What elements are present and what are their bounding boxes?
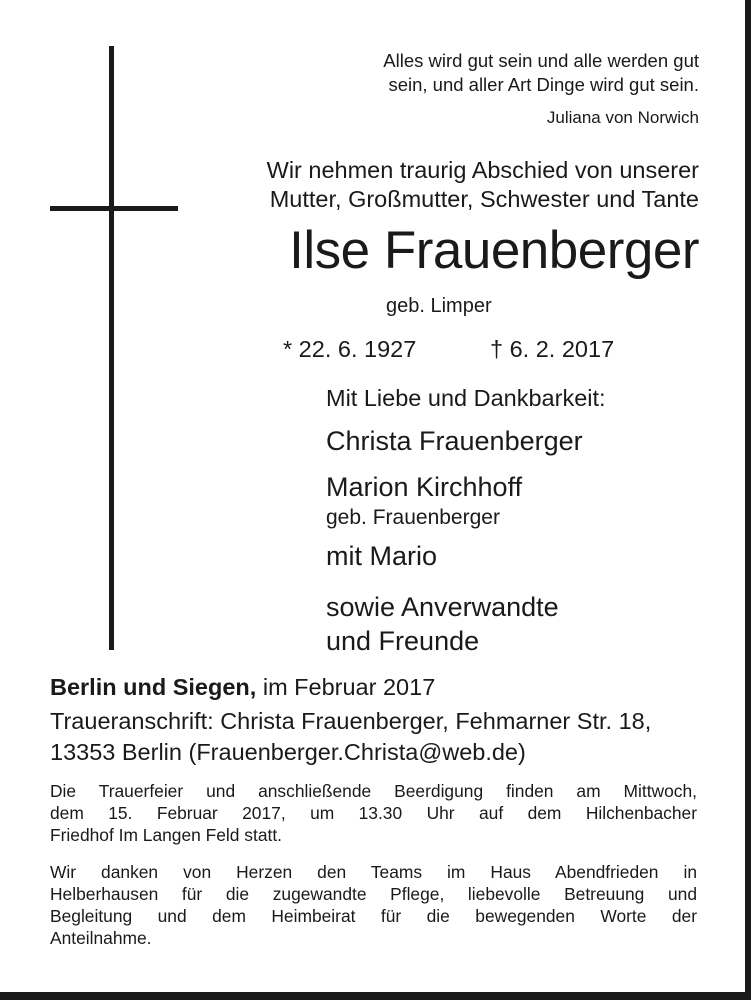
- funeral-line: Friedhof Im Langen Feld statt.: [50, 825, 282, 845]
- quote: [383, 49, 699, 97]
- thanks-paragraph: [50, 861, 697, 949]
- funeral-line: dem 15. Februar 2017, um 13.30 Uhr auf dem Hilchenbacher: [50, 803, 697, 823]
- quote-author: Juliana von Norwich: [546, 108, 699, 127]
- intro-text: [267, 156, 699, 214]
- mourners-heading: Mit Liebe und Dankbarkeit:: [326, 385, 606, 411]
- mourners-others-line: und Freunde: [326, 626, 480, 656]
- funeral-paragraph: [50, 780, 697, 846]
- maiden-name: geb. Limper: [386, 295, 492, 317]
- mourner-name: Christa Frauenberger: [326, 426, 583, 456]
- thanks-line: Begleitung und dem Heimbeirat für die bewegenden Worte der: [50, 906, 697, 926]
- mourner-with: mit Mario: [326, 541, 438, 571]
- thanks-line: Helberhausen für die zugewandte Pflege, liebevolle Betreuung und: [50, 884, 697, 904]
- intro-line: Mutter, Großmutter, Schwester und Tante: [269, 186, 699, 212]
- address-line: 13353 Berlin (Frauenberger.Christa@web.de): [50, 739, 526, 765]
- date: im Februar 2017: [262, 674, 436, 700]
- thanks-line: Anteilnahme.: [50, 928, 152, 948]
- mourners-others-line: sowie Anverwandte: [326, 592, 559, 622]
- thanks-line: Wir danken von Herzen den Teams im Haus Abendfrieden in: [50, 862, 697, 882]
- mourners-others: [326, 590, 559, 658]
- place: Berlin und Siegen,: [50, 674, 257, 700]
- intro-line: Wir nehmen traurig Abschied von unserer: [266, 157, 699, 183]
- mourning-address: [50, 706, 651, 768]
- cross-vertical-bar: [109, 46, 114, 650]
- death-date: † 6. 2. 2017: [490, 336, 615, 362]
- mourner-name: Marion Kirchhoff: [326, 472, 523, 502]
- birth-date: * 22. 6. 1927: [283, 336, 417, 362]
- mourner-note: geb. Frauenberger: [326, 506, 500, 529]
- cross-horizontal-bar: [50, 206, 178, 211]
- quote-line: Alles wird gut sein und alle werden gut: [383, 50, 699, 71]
- address-line: Traueranschrift: Christa Frauenberger, Fehmarner Str. 18,: [50, 708, 652, 734]
- place-date: [50, 676, 435, 700]
- deceased-name: Ilse Frauenberger: [289, 221, 699, 280]
- funeral-line: Die Trauerfeier und anschließende Beerdigung finden am Mittwoch,: [50, 781, 697, 801]
- quote-line: sein, und aller Art Dinge wird gut sein.: [388, 74, 699, 95]
